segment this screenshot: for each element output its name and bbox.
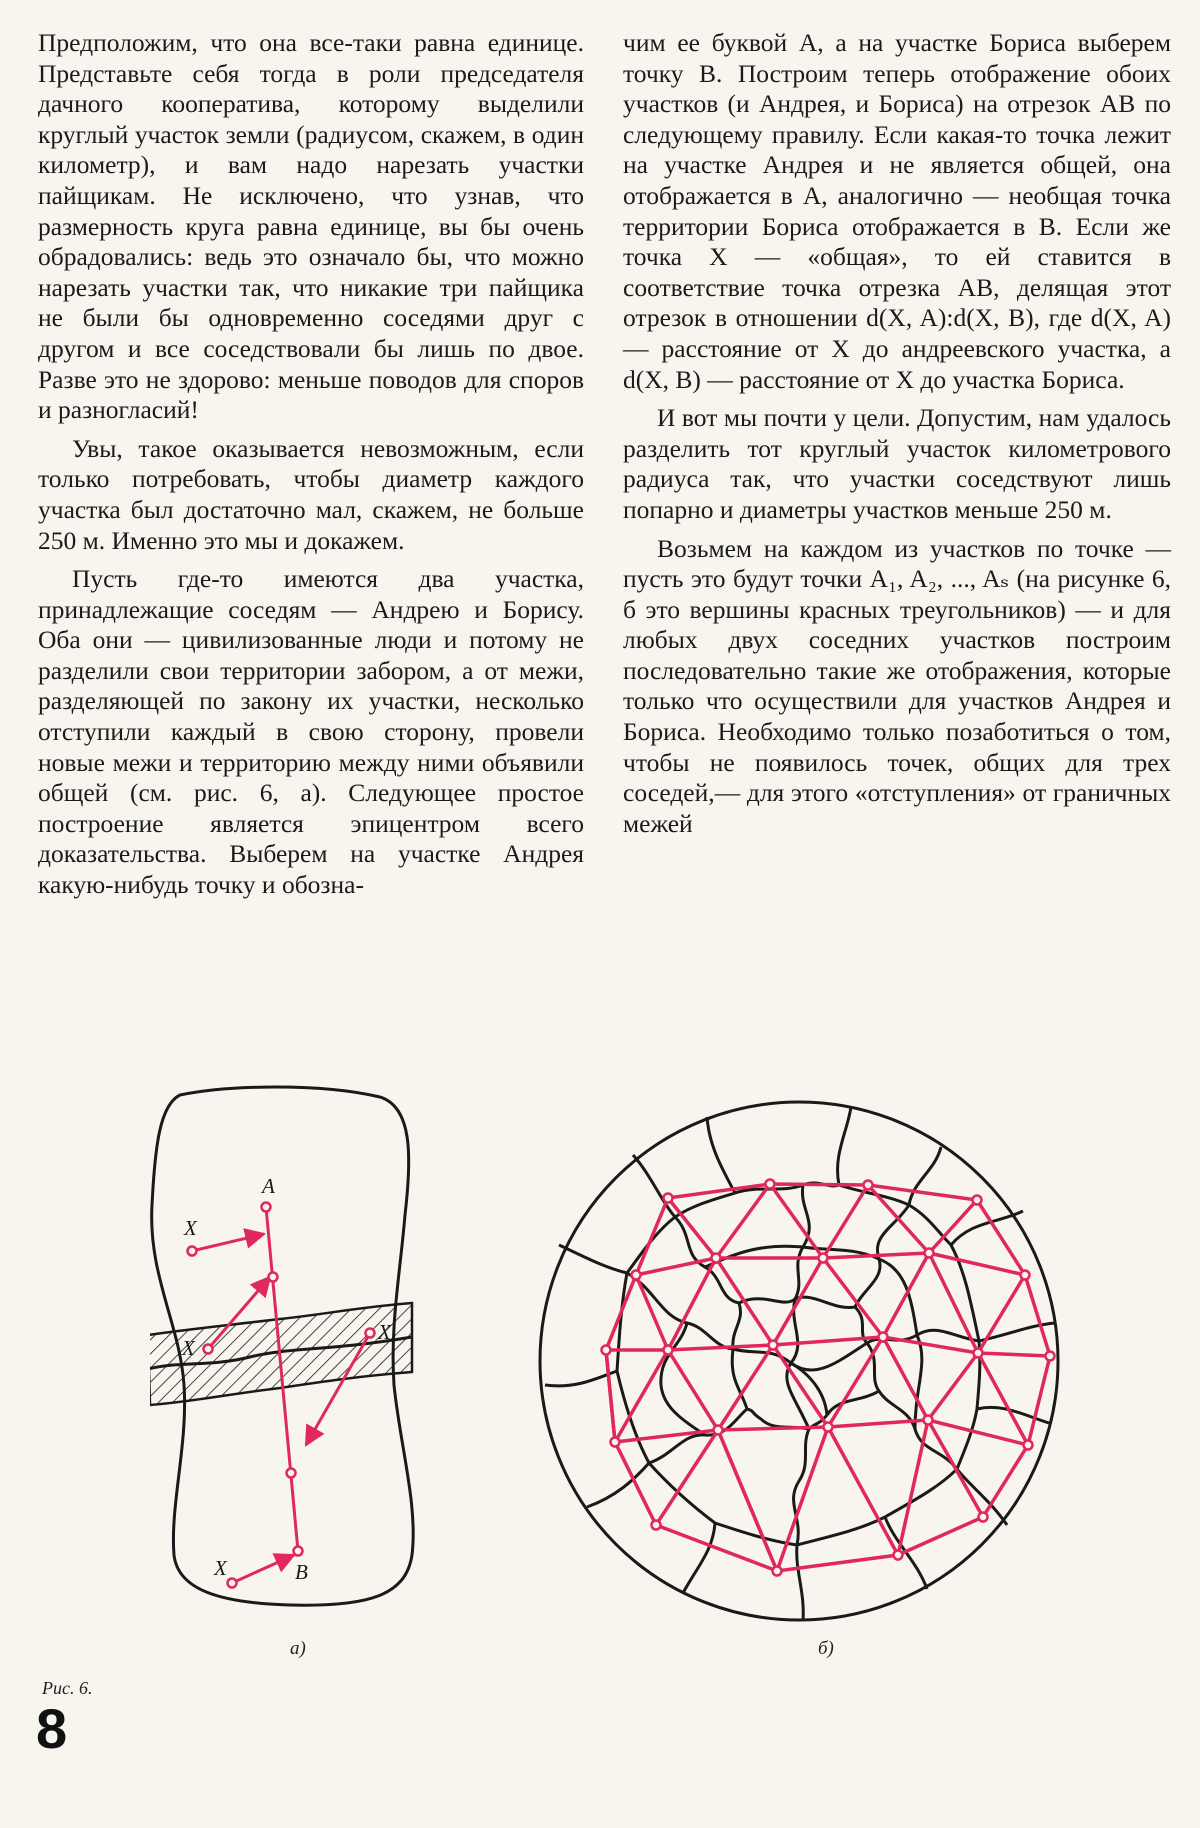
label-x: X	[214, 1556, 227, 1580]
paragraph: Увы, такое оказывается невозможным, если только потребовать, чтобы диаметр каждого участка был достаточно мал, скажем, не больше 250 м. Именно это мы и докажем.	[38, 433, 584, 555]
text-column-left	[38, 28, 584, 909]
label-x: X	[184, 1216, 197, 1240]
label-a: A	[262, 1174, 275, 1198]
paragraph: чим ее буквой A, а на участке Бориса выберем точку B. Построим теперь отображение обоих участков (и Андрея, и Бориса) на отрезок AB по следующему правилу. Если какая-то точка лежит на участке Андрея и не является общей, она отображается в A, аналогично — необщая точка территории Бориса отображается в B. Если же точка X — «общая», то ей ставится в соответствие точка отрезка AB, делящая этот отрезок в отношении d(X, A):d(X, B), где d(X, A) — расстояние от X до андреевского участка, а d(X, B) — расстояние от X до участка Бориса.	[623, 28, 1171, 394]
figure-a-caption: а)	[290, 1638, 306, 1659]
paragraph: Возьмем на каждом из участков по точке — пусть это будут точки A₁, A₂, ..., Aₛ (на рисунке 6, б это вершины красных треугольников) — и для любых двух соседних участков построим последовательно такие же отображения, которые только что осуществили для участков Андрея и Бориса. Необходимо только позаботиться о том, чтобы не появилось точек, общих для трех соседей,— для этого «отступления» от граничных межей	[623, 533, 1171, 838]
paragraph: Предположим, что она все-таки равна единице. Представьте себя тогда в роли председателя дачного кооператива, которому выделили круглый участок земли (радиусом, скажем, в один километр), и вам надо нарезать участки пайщикам. Не исключено, что узнав, что размерность круга равна единице, вы бы очень обрадовались: ведь это означало бы, что можно нарезать участки так, что никакие три пайщика не были бы одновременно соседями друг с другом и все соседствовали бы лишь по двое. Разве это не здорово: меньше поводов для споров и разногласий!	[38, 28, 584, 425]
triangulation-vertices	[602, 1180, 1055, 1576]
text-column-right	[623, 28, 1171, 847]
paragraph: Пусть где-то имеются два участка, принадлежащие соседям — Андрею и Борису. Оба они — цивилизованные люди и потому не разделили свои территории забором, а от межи, разделяющей по закону их участки, несколько отступили каждый в свою сторону, провели новые межи и территорию между ними объявили общей (см. рис. 6, а). Следующее простое построение является эпицентром всего доказательства. Выберем на участке Андрея какую-нибудь точку и обозна-	[38, 564, 584, 900]
figure-b	[533, 1085, 1073, 1630]
figure-a	[150, 1085, 440, 1615]
page-number: 8	[36, 1697, 68, 1760]
label-b: B	[295, 1560, 308, 1584]
paragraph: И вот мы почти у цели. Допустим, нам удалось разделить тот круглый участок километрового радиуса так, что участки соседствуют лишь попарно и диаметры участков меньше 250 м.	[623, 403, 1171, 524]
label-x: X	[378, 1320, 391, 1344]
figure-b-caption: б)	[818, 1638, 834, 1659]
figure-caption: Рис. 6.	[42, 1678, 93, 1698]
label-x: X	[182, 1336, 195, 1360]
